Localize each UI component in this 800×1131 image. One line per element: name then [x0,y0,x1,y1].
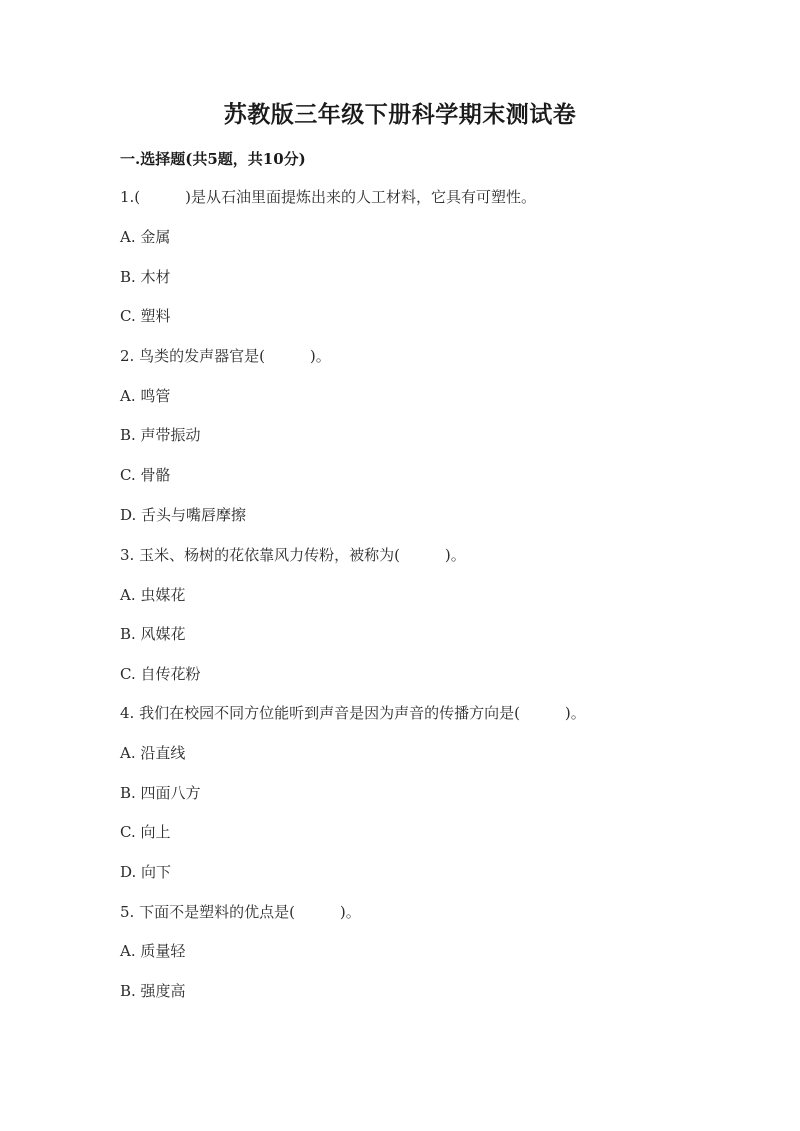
question-4-option-c: C. 向上 [120,823,171,841]
question-5-option-a: A. 质量轻 [120,942,186,960]
question-5: 5. 下面不是塑料的优点是( )。 [120,903,361,921]
question-4: 4. 我们在校园不同方位能听到声音是因为声音的传播方向是( )。 [120,704,586,722]
question-1-option-b: B. 木材 [120,268,171,286]
page-title: 苏教版三年级下册科学期末测试卷 [223,101,577,128]
question-2-option-d: D. 舌头与嘴唇摩擦 [120,506,247,524]
question-2-option-c: C. 骨骼 [120,466,171,484]
question-3: 3. 玉米、杨树的花依靠风力传粉，被称为( )。 [120,546,466,564]
question-3-option-c: C. 自传花粉 [120,665,201,683]
question-4-option-a: A. 沿直线 [120,744,186,762]
question-4-option-d: D. 向下 [120,863,172,881]
question-2-option-b: B. 声带振动 [120,426,201,444]
question-3-option-a: A. 虫媒花 [120,586,186,604]
question-3-option-b: B. 风媒花 [120,625,186,643]
question-1-option-a: A. 金属 [120,228,171,246]
question-1: 1.( )是从石油里面提炼出来的人工材料，它具有可塑性。 [120,188,537,206]
section-heading: 一.选择题(共5题，共10分) [120,150,306,168]
question-5-option-b: B. 强度高 [120,982,186,1000]
question-2: 2. 鸟类的发声器官是( )。 [120,347,331,365]
question-2-option-a: A. 鸣管 [120,387,171,405]
question-1-option-c: C. 塑料 [120,307,171,325]
question-4-option-b: B. 四面八方 [120,784,201,802]
